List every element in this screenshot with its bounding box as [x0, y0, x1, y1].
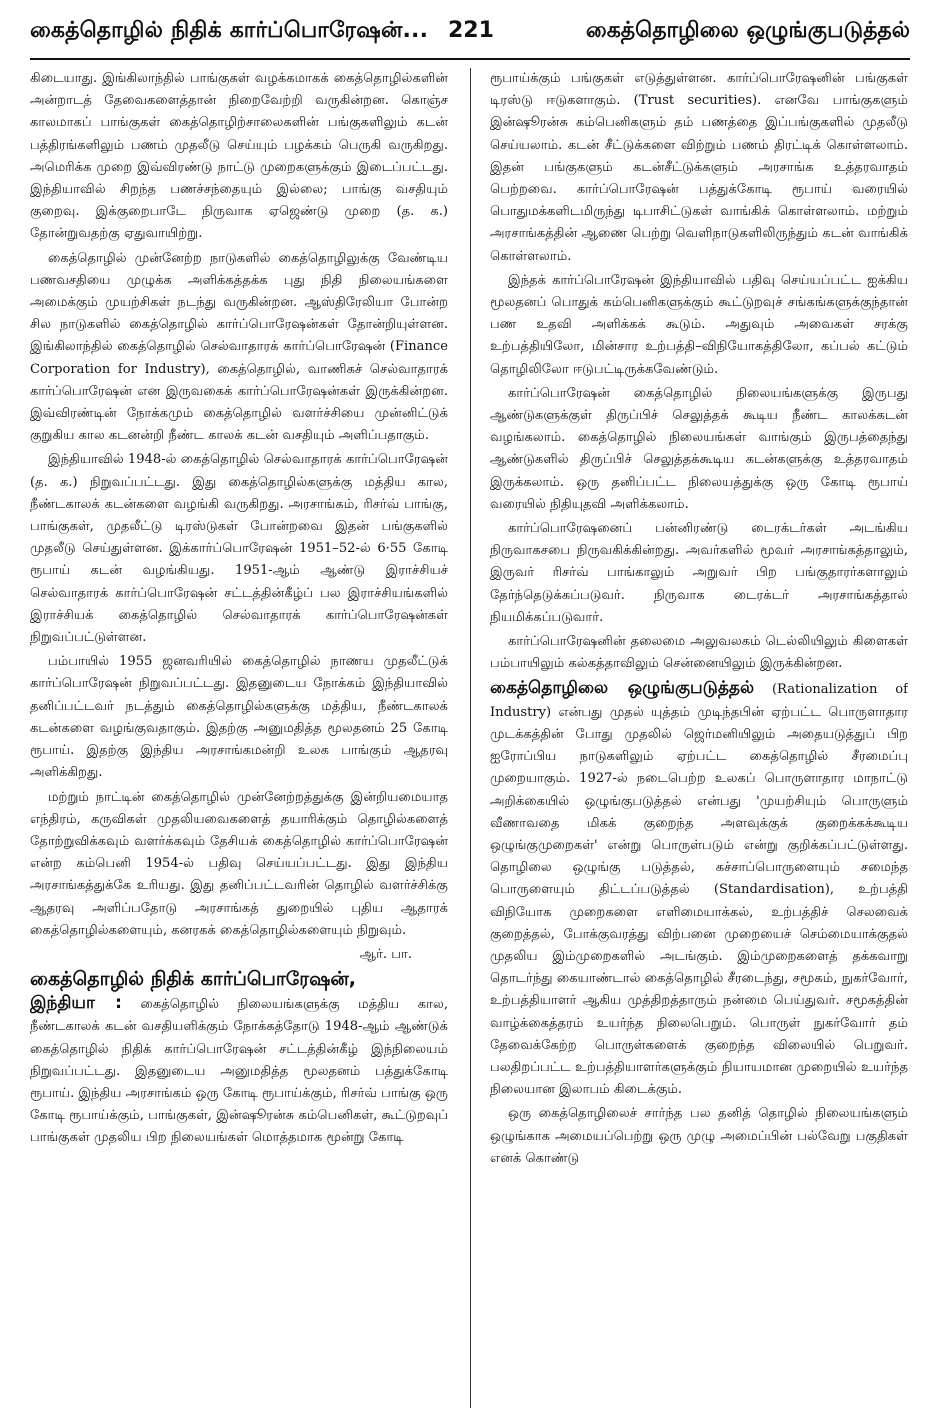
right-paragraph-6: ஒரு கைத்தொழிலைச் சார்ந்த பல தனித் தொழில் நிலையங்களும் ஒழுங்காக அமையப்பெற்று ஒரு முழு அமைப்பின் பல்வேறு பகுதிகள் எனக் கொண்டு — [490, 1106, 908, 1166]
right-paragraph-4: கார்ப்பொரேஷனைப் பன்னிரண்டு டைரக்டர்கள் அடங்கிய நிருவாகசபை நிருவகிக்கின்றது. அவர்களில் மூவர் அரசாங்கத்தாலும், இருவர் ரிசர்வ் பாங்காலும் அறுவர் பிற பங்குதாரர்களாலும் தேர்ந்தெடுக்கப்படுவர். நிருவாக டைரக்டர் அரசாங்கத்தால் நியமிக்கப்படுவார். — [490, 521, 908, 625]
right-paragraph-2: இந்தக் கார்ப்பொரேஷன் இந்தியாவில் பதிவு செய்யப்பட்ட ஐக்கிய மூலதனப் பொதுக் கம்பெனிகளுக்கும் கூட்டுறவுச் சங்கங்களுக்குந்தான் பண உதவி அளிக்கக் கூடும். அதுவும் அவைகள் சரக்கு உற்பத்தியிலோ, மின்சார உற்பத்தி–விநியோகத்திலோ, கப்பல் கட்டும் தொழிலிலோ ஈடுபட்டிருக்கவேண்டும். — [490, 272, 908, 377]
right-paragraph-3: கார்ப்பொரேஷன் கைத்தொழில் நிலையங்களுக்கு இருபது ஆண்டுகளுக்குள் திருப்பிச் செலுத்தக் கூடிய நீண்ட காலக்கடன் வழங்கலாம். கைத்தொழில் நிலையங்கள் வாங்கும் இருபத்தைந்து ஆண்டுகளில் திருப்பிச் செலுத்தக்கூடிய கடன்களுக்கு உத்தரவாதம் இருக்கலாம். ஒரு தனிப்பட்ட நிலையத்துக்கு ஒரு கோடி ரூபாய் வரையில் நிதியுதவி அளிக்கலாம். — [490, 385, 908, 512]
author-signature: ஆர். பா. — [359, 946, 412, 962]
entry-heading-finance-corporation: கைத்தொழில் நிதிக் கார்ப்பொரேஷன், — [30, 968, 356, 991]
left-paragraph-4: பம்பாயில் 1955 ஜனவரியில் கைத்தொழில் நாணய முதலீட்டுக் கார்ப்பொரேஷன் நிறுவப்பட்டது. இதனுடைய நோக்கம் இந்தியாவில் தனிப்பட்டவர் நடத்தும் கைத்தொழில்களுக்கு மத்திய, நீண்டகாலக் கடன்களை வழங்குவதாகும். இதற்கு அனுமதித்த மூலதனம் 25 கோடி ரூபாய். இதற்கு இந்திய அரசாங்கமன்றி உலக பாங்கும் ஆதரவு அளிக்கிறது. — [30, 654, 448, 781]
running-header-left-title: கைத்தொழில் நிதிக் கார்ப்பொரேஷன்... — [30, 18, 429, 43]
left-column — [30, 68, 448, 1414]
entry-paragraph-finance-corporation — [30, 992, 448, 1149]
left-paragraph-1: கிடையாது. இங்கிலாந்தில் பாங்குகள் வழக்கமாகக் கைத்தொழில்களின் அன்றாடத் தேவைகளைத்தான் நிறைவேற்றி வருகின்றன. கொஞ்ச காலமாகப் பாங்குகள் கைத்தொழிற்சாலைகளின் பங்குகளிலும் கடன் பத்திரங்களிலும் பணம் முதலீடு செய்யும் பழக்கம் பெருகி வருகிறது. அமெரிக்க முறை இவ்விரண்டு நாட்டு முறைகளுக்கும் இடைப்பட்டது. இந்தியாவில் சிறந்த பணச்சந்தையும் இல்லை; பாங்கு வசதியும் குறைவு. இக்குறைபாடே நிருவாக ஏஜெண்டு முறை (த. க.) தோன்றுவதற்கு ஏதுவாயிற்று. — [30, 71, 448, 242]
column-divider — [470, 68, 471, 1408]
right-paragraph-5: கார்ப்பொரேஷனின் தலைமை அலுவலகம் டெல்லியிலும் கிளைகள் பம்பாயிலும் கல்கத்தாவிலும் சென்னையிலும் இருக்கின்றன. — [490, 634, 908, 672]
entry-heading-continuation: இந்தியா : — [30, 993, 122, 1014]
right-paragraph-1: ரூபாய்க்கும் பங்குகள் எடுத்துள்ளன. கார்ப்பொரேஷனின் பங்குகள் டிரஸ்டு ஈடுகளாகும். (Trust securities). எனவே பாங்குகளும் இன்ஷூரன்சு கம்பெனிகளும் தம் பணத்தை இப்பங்குகளில் முதலீடு செய்யலாம். கடன் சீட்டுக்களை விற்றும் பணம் திரட்டிக் கொள்ளலாம். இதன் பங்குகளும் கடன்சீட்டுக்களும் அரசாங்க உத்தரவாதம் பெற்றவை. கார்ப்பொரேஷன் பத்துக்கோடி ரூபாய் வரையில் பொதுமக்களிடமிருந்து டிபாசிட்டுகள் வாங்கிக் கொள்ளலாம். மற்றும் அரசாங்கத்தின் ஆணை பெற்று வெளிநாடுகளிலிருந்தும் கடன் வாங்கிக் கொள்ளலாம். — [490, 71, 908, 264]
entry-heading-rationalization: கைத்தொழிலை ஒழுங்குபடுத்தல் — [490, 678, 755, 699]
running-header-right-title: கைத்தொழிலை ஒழுங்குபடுத்தல் — [585, 18, 910, 43]
left-paragraph-2: கைத்தொழில் முன்னேற்ற நாடுகளில் கைத்தொழிலுக்கு வேண்டிய பணவசதியை முழுக்க அளிக்கத்தக்க புது நிதி நிலையங்களை அமைக்கும் முயற்சிகள் நடந்து வருகின்றன. ஆஸ்திரேலியா போன்ற சில நாடுகளில் கைத்தொழில் கார்ப்பொரேஷன்கள் தோன்றியுள்ளன. இங்கிலாந்தில் கைத்தொழில் செல்வாதாரக் கார்ப்பொரேஷன் (Finance Corporation for Industry), கைத்தொழில், வாணிகச் செல்வாதாரக் கார்ப்பொரேஷன் என இருவகைக் கார்ப்பொரேஷன்கள் இருக்கின்றன. இவ்விரண்டின் நோக்கமும் கைத்தொழில் வளர்ச்சியை முன்னிட்டுக் குறுகிய கால கடனன்றி நீண்ட காலக் கடன் வசதியும் அளிப்பதாகும். — [30, 250, 448, 444]
running-header — [30, 14, 910, 60]
entry-paragraph-rationalization — [490, 677, 908, 1101]
left-paragraph-3: இந்தியாவில் 1948-ல் கைத்தொழில் செல்வாதாரக் கார்ப்பொரேஷன் (த. க.) நிறுவப்பட்டது. இது கைத்தொழில்களுக்கு மத்திய கால, நீண்டகாலக் கடன்களை வழங்கி வருகிறது. அரசாங்கம், ரிசர்வ் பாங்கு, பாங்குகள், முதலீட்டு டிரஸ்டுகள் போன்றவை இதன் பங்குகளில் முதலீடு செய்துள்ளன. இக்கார்ப்பொரேஷன் 1951–52-ல் 6·55 கோடி ரூபாய் கடன் வழங்கியது. 1951-ஆம் ஆண்டு இராச்சியச் செல்வாதாரக் கார்ப்பொரேஷன் சட்டத்தின்கீழ்ப் பல இராச்சியங்களில் இராச்சியக் கைத்தொழில் செல்வாதாரக் கார்ப்பொரேஷன்கள் நிறுவப்பட்டுள்ளன. — [30, 452, 448, 646]
page-number: 221 — [448, 18, 494, 43]
entry-text-rationalization: (Rationalization of Industry) என்பது முதல் யுத்தம் முடிந்தபின் ஏற்பட்ட பொருளாதார முடக்கத்தின் போது முதலில் ஜெர்மனியிலும் அதையடுத்துப் பிற ஐரோப்பிய நாடுகளிலும் ஏற்பட்ட கைத்தொழில் சீரமைப்பு முறையாகும். 1927-ல் நடைபெற்ற உலகப் பொருளாதார மாநாட்டு அறிக்கையில் ஒழுங்குபடுத்தல் என்பது 'முயற்சியும் பொருளும் வீணாவதை மிகக் குறைந்த அளவுக்குக் குறைக்கக்கூடிய ஒழுங்குமுறைகள்' என்று பொருள்படும் என்று குறிக்கப்பட்டுள்ளது. தொழிலை ஒழுங்கு படுத்தல், கச்சாப்பொருளையும் சமைந்த பொருளையும் திட்டப்படுத்தல் (Standardisation), உற்பத்தி விநியோக முறைகளை எளிமையாக்கல், உற்பத்திச் செலவைக் குறைத்தல், போக்குவரத்து விற்பனை முறையைச் செம்மையாக்குதல் முதலிய இம்முறைகளில் அடங்கும். இம்முறைகளைத் தக்கவாறு தொடர்ந்து கையாண்டால் கைத்தொழில் சீரடைந்து, சமூகம், நுகர்வோர், உற்பத்தியாளர் ஆகிய முத்திறத்தாரும் நன்மை பெய்துவர். சமூகத்தின் வாழ்க்கைத்தரம் உயர்ந்த நிலைபெறும். பொருள் நுகர்வோர் தம் தேவைக்கேற்ற பொருள்களைக் குறைந்த விலையில் பெறுவர். பலதிறப்பட்ட உற்பத்தியாளர்களுக்கும் நியாயமான முறையில் உயர்ந்த நிலையான இலாபம் கிடைக்கும். — [490, 682, 908, 1098]
right-column — [490, 68, 908, 1414]
left-paragraph-5: மற்றும் நாட்டின் கைத்தொழில் முன்னேற்றத்துக்கு இன்றியமையாத எந்திரம், கருவிகள் முதலியவைகளைத் தயாரிக்கும் தொழில்களைத் தோற்றுவிக்கவும் வளர்க்கவும் தேசியக் கைத்தொழில் கார்ப்பொரேஷன் என்ற கம்பெனி 1954-ல் பதிவு செய்யப்பட்டது. இது இந்திய அரசாங்கத்துக்கே உரியது. இது தனிப்பட்டவரின் தொழில் வளர்ச்சிக்கு ஆதரவு அளிப்பதோடு அரசாங்கத் துறையில் புதிய ஆதாரக் கைத்தொழில்களையும், கனரகக் கைத்தொழில்களையும் நிறுவும். — [30, 789, 448, 938]
entry-text-finance-corporation: கைத்தொழில் நிலையங்களுக்கு மத்திய கால, நீண்டகாலக் கடன் வசதியளிக்கும் நோக்கத்தோடு 1948-ஆம் ஆண்டுக் கைத்தொழில் நிதிக் கார்ப்பொரேஷன் சட்டத்தின்கீழ் இந்நிலையம் நிறுவப்பட்டது. இதனுடைய அனுமதித்த மூலதனம் பத்துக்கோடி ரூபாய். இந்திய அரசாங்கம் ஒரு கோடி ரூபாய்க்கும், ரிசர்வ் பாங்கு ஒரு கோடி ரூபாய்க்கும், பாங்குகள், இன்ஷூரன்சு கம்பெனிகள், கூட்டுறவுப் பாங்குகள் முதலிய பிற நிலையங்கள் மொத்தமாக மூன்று கோடி — [30, 997, 448, 1146]
